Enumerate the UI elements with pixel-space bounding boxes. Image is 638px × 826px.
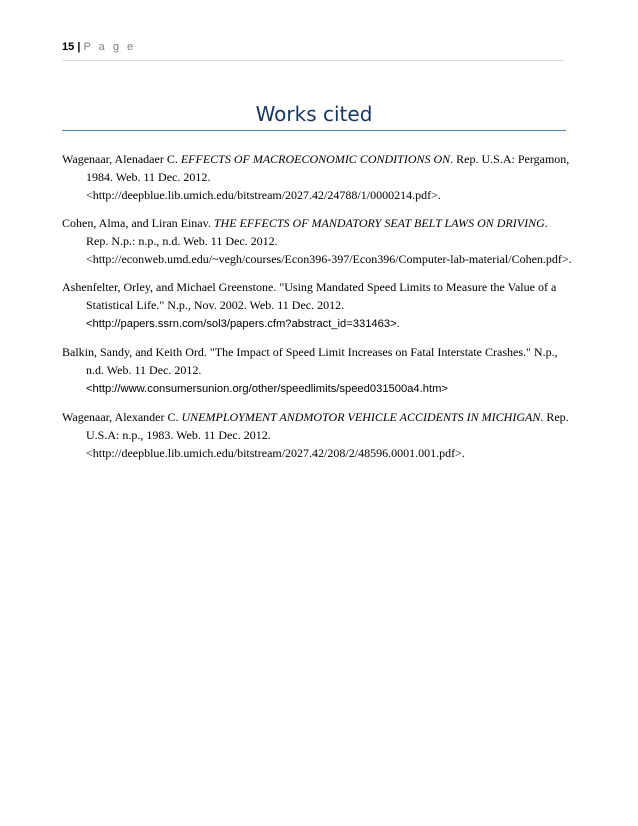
page-number: 15 <box>62 41 75 53</box>
reference-entry <box>62 343 572 398</box>
reference-title: THE EFFECTS OF MANDATORY SEAT BELT LAWS ON DRIVING <box>213 216 545 230</box>
reference-url[interactable]: <http://papers.ssrn.com/sol3/papers.cfm?abstract_id=331463>. <box>86 318 400 330</box>
references-list <box>62 150 572 472</box>
page-title: Works cited <box>62 100 566 131</box>
page-header <box>62 40 564 61</box>
reference-authors: Cohen, Alma, and Liran Einav. <box>62 216 214 230</box>
page-label: P a g e <box>83 41 136 53</box>
reference-authors: Ashenfelter, Orley, and Michael Greenstone. <box>62 280 280 294</box>
reference-entry <box>62 408 572 462</box>
reference-authors: Balkin, Sandy, and Keith Ord. <box>62 345 210 359</box>
reference-authors: Wagenaar, Alexander C. <box>62 410 182 424</box>
reference-url[interactable]: <http://deepblue.lib.umich.edu/bitstream/2027.42/208/2/48596.0001.001.pdf>. <box>86 446 465 460</box>
header-separator: | <box>77 41 81 53</box>
reference-details: N.p., Nov. 2002. Web. 11 Dec. 2012. <box>164 298 345 312</box>
reference-url[interactable]: <http://econweb.umd.edu/~vegh/courses/Econ396-397/Econ396/Computer-lab-material/Cohen.pdf>. <box>86 252 572 266</box>
reference-url[interactable]: <http://www.consumersunion.org/other/speedlimits/speed031500a4.htm> <box>86 383 448 395</box>
reference-authors: Wagenaar, Alenadaer C. <box>62 152 181 166</box>
reference-entry <box>62 278 572 333</box>
reference-title: "Using Mandated Speed Limits to Measure the Value of a Statistical Life." <box>86 280 557 312</box>
reference-entry <box>62 150 572 204</box>
reference-title: UNEMPLOYMENT ANDMOTOR VEHICLE ACCIDENTS IN MICHIGAN <box>181 410 541 424</box>
reference-details: . Rep. U.S.A: n.p., 1983. Web. 11 Dec. 2012. <box>86 410 569 442</box>
reference-details: . Rep. U.S.A: Pergamon, 1984. Web. 11 Dec. 2012. <box>86 152 570 184</box>
reference-url[interactable]: <http://deepblue.lib.umich.edu/bitstream/2027.42/24788/1/0000214.pdf>. <box>86 188 441 202</box>
reference-title: "The Impact of Speed Limit Increases on Fatal Interstate Crashes." <box>209 345 531 359</box>
reference-details: . Rep. N.p.: n.p., n.d. Web. 11 Dec. 2012. <box>86 216 548 248</box>
reference-details: N.p., n.d. Web. 11 Dec. 2012. <box>86 345 558 377</box>
reference-entry <box>62 214 572 268</box>
reference-title: EFFECTS OF MACROECONOMIC CONDITIONS ON <box>180 152 451 166</box>
